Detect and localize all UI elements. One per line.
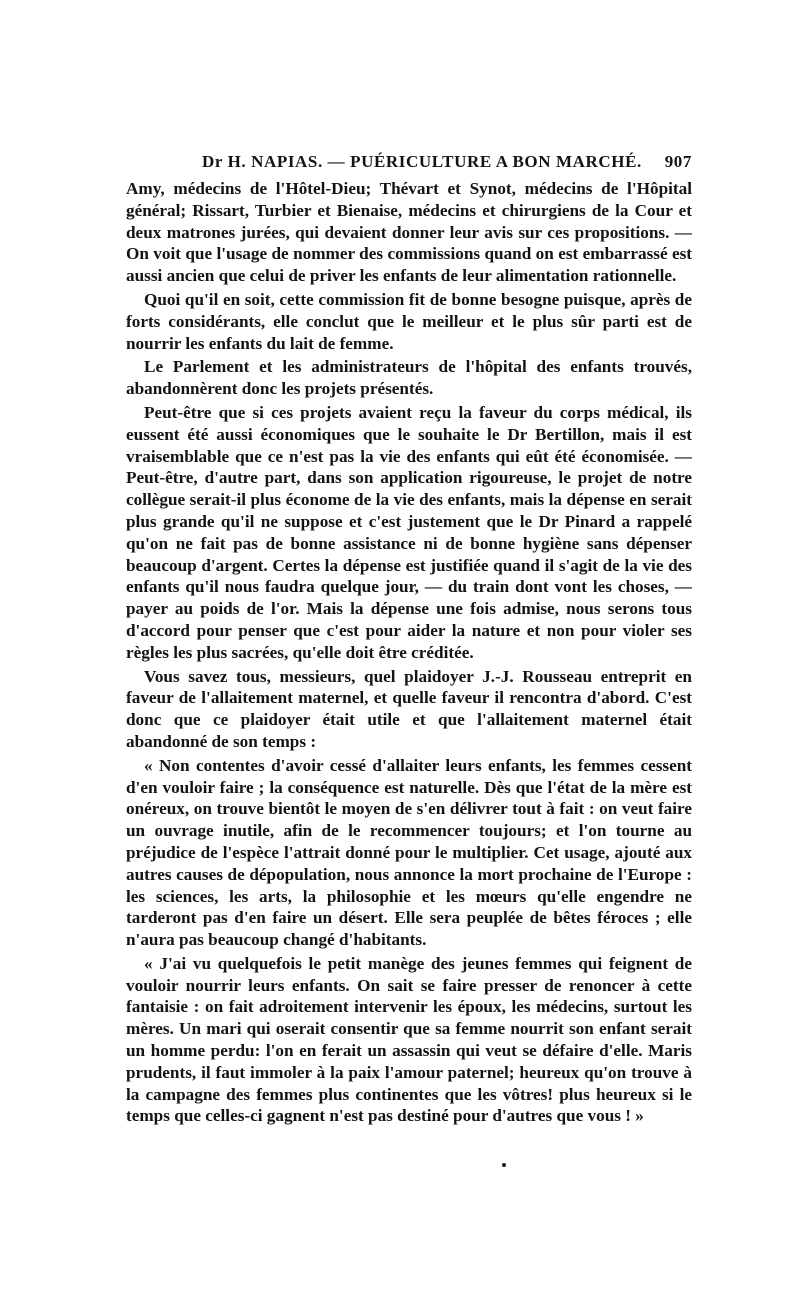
running-head <box>126 152 692 178</box>
quote-paragraph-1: « Non contentes d'avoir cessé d'allaiter leurs enfants, les femmes cessent d'en vouloir faire ; la conséquence est naturelle. Dès que l'état de la mère est onéreux, on trouve bientôt le moyen de s'en délivrer tout à fait : on veut faire un ouvrage inutile, afin de le recommencer toujours; et l'on tourne au préjudice de l'espèce l'attrait donné pour le multiplier. Cet usage, ajouté aux autres causes de dépopulation, nous annonce la mort prochaine de l'Europe : les sciences, les arts, la philosophie et les mœurs qu'elle engendre ne tarderont pas d'en faire un désert. Elle sera peuplée de bêtes féroces ; elle n'aura pas beaucoup changé d'habitants. <box>126 755 692 950</box>
page-number: 907 <box>664 152 692 171</box>
book-page <box>126 152 692 1129</box>
paragraph-3: Le Parlement et les administrateurs de l'hôpital des enfants trouvés, abandonnèrent donc les projets présentés. <box>126 357 692 399</box>
paragraph-2: Quoi qu'il en soit, cette commission fit de bonne besogne puisque, après de forts considérants, elle conclut que le meilleur et le plus sûr parti est de nourrir les enfants du lait de femme. <box>126 289 692 353</box>
paragraph-5: Vous savez tous, messieurs, quel plaidoyer J.-J. Rousseau entreprit en faveur de l'allaitement maternel, et quelle faveur il rencontra d'abord. C'est donc que ce plaidoyer était utile et que l'allaitement maternel était abandonné de son temps : <box>126 666 692 751</box>
ink-speck <box>502 1163 506 1167</box>
running-title: Dr H. NAPIAS. — PUÉRICULTURE A BON MARCHÉ. <box>202 152 642 171</box>
body-text <box>126 178 692 1127</box>
quote-paragraph-2: « J'ai vu quelquefois le petit manège des jeunes femmes qui feignent de vouloir nourrir leurs enfants. On sait se faire presser de renoncer à cette fantaisie : on fait adroitement intervenir les époux, les médecins, surtout les mères. Un mari qui oserait consentir que sa femme nourrit son enfant serait un homme perdu: l'on en ferait un assassin qui veut se défaire d'elle. Maris prudents, il faut immoler à la paix l'amour paternel; heureux qu'on trouve à la campagne des femmes plus continentes que les vôtres! plus heureux si le temps que celles-ci gagnent n'est pas destiné pour d'autres que vous ! » <box>126 953 692 1126</box>
paragraph-4: Peut-être que si ces projets avaient reçu la faveur du corps médical, ils eussent été aussi économiques que le souhaite le Dr Bertillon, mais il est vraisemblable que ce n'est pas la vie des enfants qui eût été économisée. — Peut-être, d'autre part, dans son application rigoureuse, le projet de notre collègue serait-il plus économe de la vie des enfants, mais la dépense en serait plus grande qu'il ne suppose et c'est justement que le Dr Pinard a rappelé qu'on ne fait pas de bonne assistance ni de bonne hygiène sans dépenser beaucoup d'argent. Certes la dépense est justifiée quand il s'agit de la vie des enfants qu'il nous faudra quelque jour, — du train dont vont les choses, — payer au poids de l'or. Mais la dépense une fois admise, nous serons tous d'accord pour penser que c'est pour aider la nature et non pour violer ses règles les plus sacrées, qu'elle doit être créditée. <box>126 402 692 662</box>
paragraph-1: Amy, médecins de l'Hôtel-Dieu; Thévart et Synot, médecins de l'Hôpital général; Rissart, Turbier et Bienaise, médecins et chirurgiens de la Cour et deux matrones jurées, qui devaient donner leur avis sur ces propositions. — On voit que l'usage de nommer des commissions quand on est embarrassé est aussi ancien que celui de priver les enfants de leur alimentation rationnelle. <box>126 179 692 286</box>
